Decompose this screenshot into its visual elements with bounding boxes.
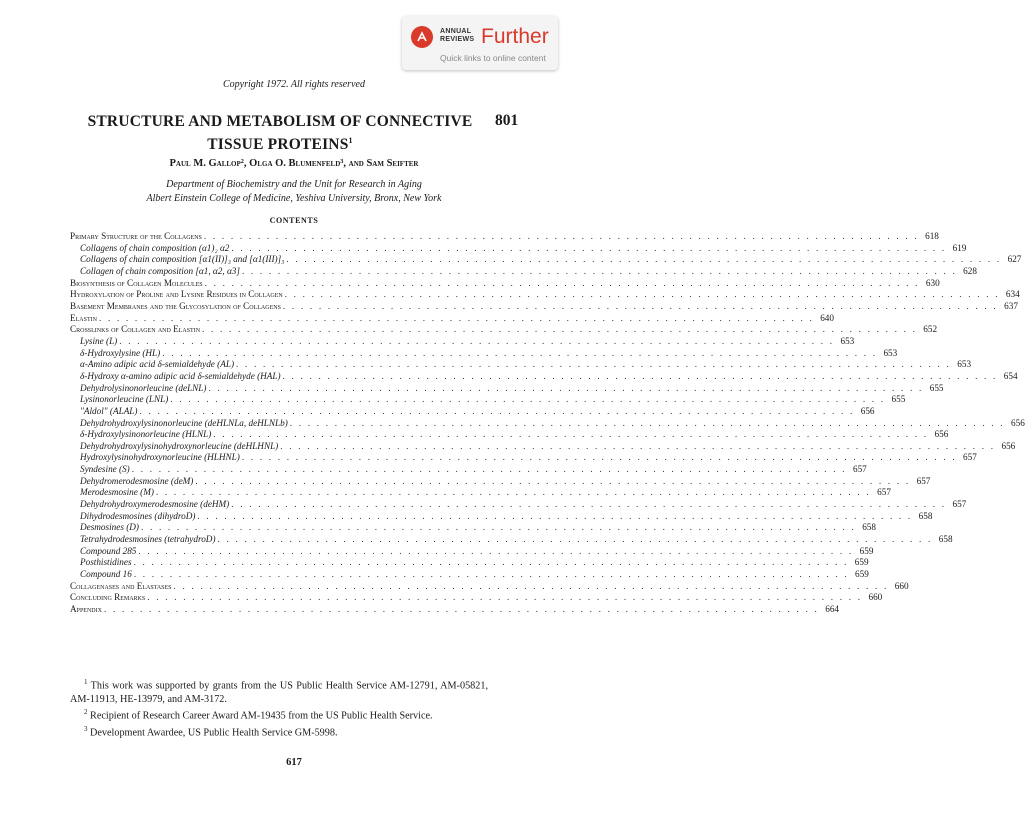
authors: Paul M. Gallop², Olga O. Blumenfeld³, and Sam Seifter bbox=[169, 158, 419, 169]
toc-entry-label: Basement Membranes and the Glycosylation of Collagens bbox=[70, 300, 281, 311]
toc-entry-label: Hydroxylation of Proline and Lysine Residues in Collagen bbox=[70, 289, 283, 300]
toc-entry-page: 653 bbox=[840, 335, 855, 346]
toc-entry[interactable] bbox=[70, 335, 855, 348]
toc-entry-page: 654 bbox=[1003, 370, 1018, 381]
toc-entry-page: 652 bbox=[923, 324, 938, 335]
toc-entry-page: 653 bbox=[883, 347, 898, 358]
toc-leader-dots: . . . . . . . . . . . . . . . . . . . . . . . . . . . . . . . . . . . . . . . . . . . . . . . . . . . . . . . . . . . . . . . . . . . . . . . . . . . . . . . . bbox=[140, 522, 856, 533]
table-of-contents bbox=[70, 231, 1025, 616]
toc-entry[interactable] bbox=[70, 277, 940, 290]
toc-leader-dots: . . . . . . . . . . . . . . . . . . . . . . . . . . . . . . . . . . . . . . . . . . . . . . . . . . . . . . . . . . . . . . . . . . . . . . . . . . . . . . . . bbox=[155, 487, 871, 498]
toc-entry[interactable] bbox=[70, 464, 867, 476]
toc-leader-dots: . . . . . . . . . . . . . . . . . . . . . . . . . . . . . . . . . . . . . . . . . . . . . . . . . . . . . . . . . . . . . . . . . . . . . . . . . . . . . . . . bbox=[197, 510, 913, 521]
toc-entry-label: Appendix bbox=[70, 604, 102, 614]
toc-entry-label: Dihydrodesmosines (dihydroD) bbox=[80, 510, 196, 521]
toc-entry[interactable] bbox=[70, 545, 874, 558]
toc-entry[interactable] bbox=[70, 405, 875, 418]
footnote-text: Recipient of Research Career Award AM-19435 from the US Public Health Service. bbox=[87, 710, 433, 722]
footnote-mark: 3 bbox=[84, 725, 88, 733]
toc-entry[interactable] bbox=[70, 604, 839, 616]
toc-leader-dots: . . . . . . . . . . . . . . . . . . . . . . . . . . . . . . . . . . . . . . . . . . . . . . . . . . . . . . . . . . . . . . . . . . . . . . . . . . . . . . . . bbox=[98, 312, 814, 323]
toc-entry[interactable] bbox=[70, 265, 977, 278]
annual-reviews-logo-icon bbox=[411, 26, 433, 48]
toc-entry-label: Crosslinks of Collagen and Elastin bbox=[70, 324, 201, 335]
page-number-bottom: 617 bbox=[286, 757, 302, 768]
toc-entry-label: Posthistidines bbox=[80, 557, 132, 568]
toc-leader-dots: . . . . . . . . . . . . . . . . . . . . . . . . . . . . . . . . . . . . . . . . . . . . . . . . . . . . . . . . . . . . . . . . . . . . . . . . . . . . . . . . bbox=[241, 265, 957, 276]
toc-entry[interactable] bbox=[70, 440, 1016, 453]
toc-entry-label: Syndesine (S) bbox=[80, 464, 130, 475]
toc-entry-label: Lysinonorleucine (LNL) bbox=[80, 394, 169, 405]
toc-entry[interactable] bbox=[70, 300, 1018, 313]
toc-entry-label: Primary Structure of the Collagens bbox=[70, 231, 202, 241]
contents-heading: CONTENTS bbox=[269, 216, 319, 225]
toc-entry[interactable] bbox=[70, 382, 944, 395]
footnote bbox=[70, 723, 488, 740]
toc-entry-label: α-Amino adipic acid δ-semialdehyde (AL) bbox=[80, 359, 235, 370]
toc-entry[interactable] bbox=[70, 499, 967, 511]
toc-leader-dots: . . . . . . . . . . . . . . . . . . . . . . . . . . . . . . . . . . . . . . . . . . . . . . . . . . . . . . . . . . . . . . . . . . . . . . . . . . . . . . . . bbox=[131, 464, 847, 475]
copyright-notice: Copyright 1972. All rights reserved bbox=[223, 79, 365, 90]
toc-entry-label: Dehydrohydroxylysinonorleucine (deHLNLa, deHLNLb) bbox=[80, 417, 288, 428]
toc-entry-label: Dehydromerodesmosine (deM) bbox=[80, 475, 194, 486]
toc-entry[interactable] bbox=[70, 254, 1022, 266]
toc-leader-dots: . . . . . . . . . . . . . . . . . . . . . . . . . . . . . . . . . . . . . . . . . . . . . . . . . . . . . . . . . . . . . . . . . . . . . . . . . . . . . . . . bbox=[217, 534, 933, 545]
toc-entry-label: δ-Hydroxylysine (HL) bbox=[80, 347, 161, 358]
footnote-text: Development Awardee, US Public Health Service GM-5998. bbox=[87, 727, 338, 739]
toc-leader-dots: . . . . . . . . . . . . . . . . . . . . . . . . . . . . . . . . . . . . . . . . . . . . . . . . . . . . . . . . . . . . . . . . . . . . . . . . . . . . . . . . bbox=[213, 429, 929, 440]
toc-entry-label: Elastin bbox=[70, 312, 97, 323]
toc-entry[interactable] bbox=[70, 522, 876, 534]
toc-entry-page: 640 bbox=[820, 312, 834, 323]
toc-entry-page: 655 bbox=[929, 382, 944, 393]
toc-entry-label: Tetrahydrodesmosines (tetrahydroD) bbox=[80, 534, 216, 545]
toc-entry[interactable] bbox=[70, 534, 953, 546]
toc-entry[interactable] bbox=[70, 580, 909, 593]
toc-leader-dots: . . . . . . . . . . . . . . . . . . . . . . . . . . . . . . . . . . . . . . . . . . . . . . . . . . . . . . . . . . . . . . . . . . . . . . . . . . . . . . . . bbox=[138, 545, 854, 556]
toc-entry-page: 637 bbox=[1004, 300, 1018, 311]
toc-entry[interactable] bbox=[70, 289, 1020, 301]
toc-entry-label: δ-Hydroxy α-amino adipic acid δ-semialdehyde (HAL) bbox=[80, 370, 281, 381]
toc-leader-dots: . . . . . . . . . . . . . . . . . . . . . . . . . . . . . . . . . . . . . . . . . . . . . . . . . . . . . . . . . . . . . . . . . . . . . . . . . . . . . . . . bbox=[204, 277, 920, 288]
toc-entry-page: 655 bbox=[891, 394, 906, 405]
toc-entry[interactable] bbox=[70, 359, 972, 371]
toc-entry-page: 619 bbox=[952, 242, 967, 253]
toc-entry[interactable] bbox=[70, 475, 931, 488]
quick-links-label: Quick links to online content bbox=[440, 53, 546, 63]
toc-entry-page: 657 bbox=[852, 464, 867, 475]
toc-entry-page: 656 bbox=[860, 405, 875, 416]
toc-leader-dots: . . . . . . . . . . . . . . . . . . . . . . . . . . . . . . . . . . . . . . . . . . . . . . . . . . . . . . . . . . . . . . . . . . . . . . . . . . . . . . . . bbox=[231, 242, 947, 253]
toc-entry[interactable] bbox=[70, 370, 1018, 383]
toc-entry-label: Compound 16 bbox=[80, 569, 132, 580]
toc-entry[interactable] bbox=[70, 557, 869, 569]
page-number-top: 801 bbox=[495, 112, 519, 129]
toc-leader-dots: . . . . . . . . . . . . . . . . . . . . . . . . . . . . . . . . . . . . . . . . . . . . . . . . . . . . . . . . . . . . . . . . . . . . . . . . . . . . . . . . bbox=[282, 300, 998, 311]
toc-entry[interactable] bbox=[70, 242, 967, 255]
footnote-mark: 2 bbox=[84, 708, 88, 717]
toc-entry-page: 660 bbox=[894, 580, 909, 591]
toc-entry-label: Collagens of chain composition (α1)₂ α2 bbox=[80, 242, 230, 253]
toc-entry[interactable] bbox=[70, 417, 1025, 430]
toc-entry[interactable] bbox=[70, 347, 898, 360]
toc-entry-page: 659 bbox=[854, 557, 869, 568]
toc-entry-page: 657 bbox=[877, 487, 891, 498]
toc-leader-dots: . . . . . . . . . . . . . . . . . . . . . . . . . . . . . . . . . . . . . . . . . . . . . . . . . . . . . . . . . . . . . . . . . . . . . . . . . . . . . . . . bbox=[203, 231, 919, 241]
footnote bbox=[70, 676, 488, 706]
toc-entry-label: Concluding Remarks bbox=[70, 592, 146, 603]
toc-entry[interactable] bbox=[70, 569, 869, 581]
toc-entry-page: 657 bbox=[916, 475, 931, 486]
toc-leader-dots: . . . . . . . . . . . . . . . . . . . . . . . . . . . . . . . . . . . . . . . . . . . . . . . . . . . . . . . . . . . . . . . . . . . . . . . . . . . . . . . . bbox=[286, 254, 1002, 265]
toc-entry[interactable] bbox=[70, 487, 891, 499]
toc-entry-label: Biosynthesis of Collagen Molecules bbox=[70, 277, 203, 288]
toc-entry-label: Dehydrohydroxymerodesmosine (deHM) bbox=[80, 499, 230, 510]
toc-leader-dots: . . . . . . . . . . . . . . . . . . . . . . . . . . . . . . . . . . . . . . . . . . . . . . . . . . . . . . . . . . . . . . . . . . . . . . . . . . . . . . . . bbox=[231, 499, 947, 510]
toc-leader-dots: . . . . . . . . . . . . . . . . . . . . . . . . . . . . . . . . . . . . . . . . . . . . . . . . . . . . . . . . . . . . . . . . . . . . . . . . . . . . . . . . bbox=[241, 452, 957, 463]
toc-leader-dots: . . . . . . . . . . . . . . . . . . . . . . . . . . . . . . . . . . . . . . . . . . . . . . . . . . . . . . . . . . . . . . . . . . . . . . . . . . . . . . . . bbox=[139, 405, 855, 416]
toc-entry[interactable] bbox=[70, 429, 949, 441]
toc-entry[interactable] bbox=[70, 231, 939, 243]
toc-entry-page: 659 bbox=[859, 545, 874, 556]
toc-entry-page: 658 bbox=[938, 534, 953, 545]
toc-leader-dots: . . . . . . . . . . . . . . . . . . . . . . . . . . . . . . . . . . . . . . . . . . . . . . . . . . . . . . . . . . . . . . . . . . . . . . . . . . . . . . . . bbox=[170, 394, 886, 405]
toc-entry-page: 658 bbox=[862, 522, 876, 533]
further-label: Further bbox=[481, 25, 549, 48]
footnotes bbox=[70, 676, 488, 740]
toc-entry-page: 657 bbox=[963, 452, 977, 463]
toc-entry-label: Desmosines (D) bbox=[80, 522, 139, 533]
toc-entry-page: 658 bbox=[918, 510, 933, 521]
toc-entry-page: 656 bbox=[1001, 440, 1016, 451]
toc-leader-dots: . . . . . . . . . . . . . . . . . . . . . . . . . . . . . . . . . . . . . . . . . . . . . . . . . . . . . . . . . . . . . . . . . . . . . . . . . . . . . . . . bbox=[147, 592, 863, 603]
toc-entry-page: 660 bbox=[868, 592, 883, 603]
toc-leader-dots: . . . . . . . . . . . . . . . . . . . . . . . . . . . . . . . . . . . . . . . . . . . . . . . . . . . . . . . . . . . . . . . . . . . . . . . . . . . . . . . . bbox=[236, 359, 952, 370]
toc-entry[interactable] bbox=[70, 324, 938, 336]
toc-entry-label: Collagens of chain composition [α1(II)]₃ and [α1(III)]₃ bbox=[80, 254, 285, 265]
toc-entry-label: Lysine (L) bbox=[80, 335, 118, 346]
toc-leader-dots: . . . . . . . . . . . . . . . . . . . . . . . . . . . . . . . . . . . . . . . . . . . . . . . . . . . . . . . . . . . . . . . . . . . . . . . . . . . . . . . . bbox=[103, 604, 819, 614]
toc-entry-label: Merodesmosine (M) bbox=[80, 487, 154, 498]
footnote-mark: 1 bbox=[84, 678, 88, 686]
toc-entry-label: Dehydrohydroxylysinohydroxynorleucine (deHLHNL) bbox=[80, 440, 279, 451]
footnote bbox=[70, 706, 488, 723]
toc-leader-dots: . . . . . . . . . . . . . . . . . . . . . . . . . . . . . . . . . . . . . . . . . . . . . . . . . . . . . . . . . . . . . . . . . . . . . . . . . . . . . . . . bbox=[162, 347, 878, 358]
toc-leader-dots: . . . . . . . . . . . . . . . . . . . . . . . . . . . . . . . . . . . . . . . . . . . . . . . . . . . . . . . . . . . . . . . . . . . . . . . . . . . . . . . . bbox=[208, 382, 924, 393]
toc-entry-page: 634 bbox=[1005, 289, 1020, 300]
toc-entry-label: Compound 285 bbox=[80, 545, 137, 556]
toc-entry-label: "Aldol" (ALAL) bbox=[80, 405, 138, 416]
toc-entry-page: 630 bbox=[925, 277, 940, 288]
toc-entry-label: Dehydrolysinonorleucine (deLNL) bbox=[80, 382, 207, 393]
toc-entry[interactable] bbox=[70, 394, 906, 406]
toc-entry-label: Collagenases and Elastases bbox=[70, 580, 172, 591]
toc-leader-dots: . . . . . . . . . . . . . . . . . . . . . . . . . . . . . . . . . . . . . . . . . . . . . . . . . . . . . . . . . . . . . . . . . . . . . . . . . . . . . . . . bbox=[133, 569, 849, 580]
annual-reviews-wordmark: ANNUAL REVIEWS bbox=[440, 28, 475, 43]
toc-entry-page: 656 bbox=[1011, 417, 1025, 428]
affiliation: Department of Biochemistry and the Unit for Research in Aging Albert Einstein College of Medicine, Yeshiva University, Bronx, New York bbox=[146, 179, 442, 204]
toc-entry-page: 627 bbox=[1007, 254, 1022, 265]
toc-entry[interactable] bbox=[70, 452, 977, 464]
toc-entry-page: 656 bbox=[934, 429, 949, 440]
toc-leader-dots: . . . . . . . . . . . . . . . . . . . . . . . . . . . . . . . . . . . . . . . . . . . . . . . . . . . . . . . . . . . . . . . . . . . . . . . . . . . . . . . . bbox=[195, 475, 911, 486]
toc-entry-page: 657 bbox=[952, 499, 967, 510]
toc-entry-page: 618 bbox=[925, 231, 939, 241]
toc-entry-page: 653 bbox=[957, 359, 972, 370]
toc-entry-page: 664 bbox=[825, 604, 839, 614]
annual-reviews-further-badge[interactable] bbox=[402, 16, 558, 70]
toc-entry-page: 659 bbox=[855, 569, 869, 580]
toc-leader-dots: . . . . . . . . . . . . . . . . . . . . . . . . . . . . . . . . . . . . . . . . . . . . . . . . . . . . . . . . . . . . . . . . . . . . . . . . . . . . . . . . bbox=[133, 557, 849, 568]
toc-entry[interactable] bbox=[70, 510, 933, 523]
toc-leader-dots: . . . . . . . . . . . . . . . . . . . . . . . . . . . . . . . . . . . . . . . . . . . . . . . . . . . . . . . . . . . . . . . . . . . . . . . . . . . . . . . . bbox=[282, 370, 998, 381]
toc-leader-dots: . . . . . . . . . . . . . . . . . . . . . . . . . . . . . . . . . . . . . . . . . . . . . . . . . . . . . . . . . . . . . . . . . . . . . . . . . . . . . . . . bbox=[119, 335, 835, 346]
toc-leader-dots: . . . . . . . . . . . . . . . . . . . . . . . . . . . . . . . . . . . . . . . . . . . . . . . . . . . . . . . . . . . . . . . . . . . . . . . . . . . . . . . . bbox=[280, 440, 996, 451]
toc-leader-dots: . . . . . . . . . . . . . . . . . . . . . . . . . . . . . . . . . . . . . . . . . . . . . . . . . . . . . . . . . . . . . . . . . . . . . . . . . . . . . . . . bbox=[173, 580, 889, 591]
toc-leader-dots: . . . . . . . . . . . . . . . . . . . . . . . . . . . . . . . . . . . . . . . . . . . . . . . . . . . . . . . . . . . . . . . . . . . . . . . . . . . . . . . . bbox=[284, 289, 1000, 300]
toc-entry-label: Collagen of chain composition [α1, α2, α3] bbox=[80, 265, 240, 276]
toc-leader-dots: . . . . . . . . . . . . . . . . . . . . . . . . . . . . . . . . . . . . . . . . . . . . . . . . . . . . . . . . . . . . . . . . . . . . . . . . . . . . . . . . bbox=[202, 324, 918, 335]
toc-entry-label: δ-Hydroxylysinonorleucine (HLNL) bbox=[80, 429, 212, 440]
toc-entry-page: 628 bbox=[963, 265, 977, 276]
toc-entry[interactable] bbox=[70, 592, 883, 604]
toc-leader-dots: . . . . . . . . . . . . . . . . . . . . . . . . . . . . . . . . . . . . . . . . . . . . . . . . . . . . . . . . . . . . . . . . . . . . . . . . . . . . . . . . bbox=[289, 417, 1005, 428]
toc-entry-label: Hydroxylysinohydroxynorleucine (HLHNL) bbox=[80, 452, 240, 463]
toc-entry[interactable] bbox=[70, 312, 834, 325]
article-title: STRUCTURE AND METABOLISM OF CONNECTIVE TISSUE PROTEINS$^1$ bbox=[87, 113, 473, 154]
footnote-text: This work was supported by grants from the US Public Health Service AM-12791, AM-05821, AM-11913, HE-13979, and AM-3172. bbox=[70, 680, 488, 705]
